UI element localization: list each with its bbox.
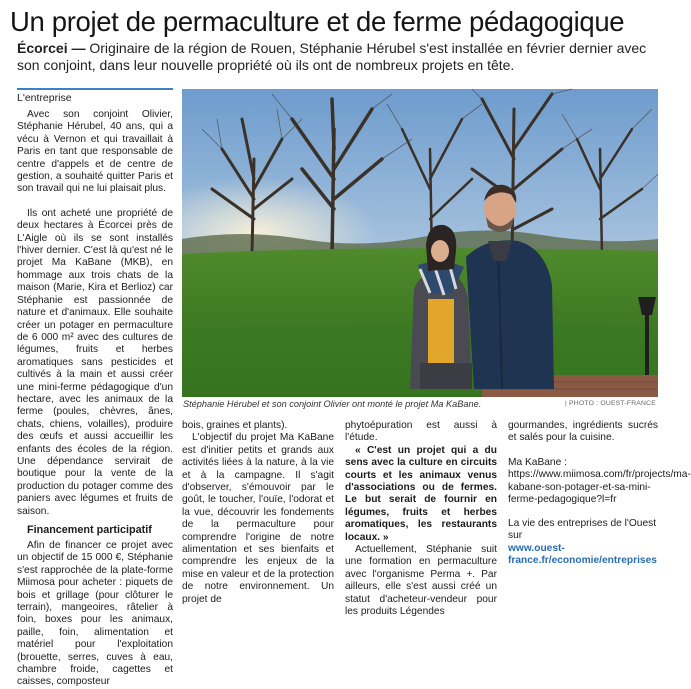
c3-quote: « C'est un projet qui a du sens avec la culture en circuits courts et les animaux venus d'associations ou de fermes. Le but serait de fournir en légumes, fruits et herbes aromatiques, les restaurants locaux. » (345, 444, 497, 543)
left-column (17, 88, 173, 689)
subhead-financement: Financement participatif (27, 524, 152, 536)
miimosa-link[interactable]: https://www.miimosa.com/fr/projects/ma-kabane-son-potager-et-sa-mini-ferme-pedagogique?l=fr (508, 469, 691, 506)
column-4 (508, 420, 691, 506)
article-headline: Un projet de permaculture et de ferme pédagogique (10, 6, 625, 37)
section-label: L'entreprise (17, 92, 72, 104)
c4-paragraph-1: gourmandes, ingrédients sucrés et salés pour la cuisine. (508, 420, 658, 444)
footer-text: La vie des entreprises de l'Ouest sur (508, 518, 657, 542)
ma-kabane-link-paragraph (508, 456, 691, 507)
photo-credit: | PHOTO : OUEST-FRANCE (564, 400, 656, 407)
ouest-france-link[interactable]: www.ouest-france.fr/economie/entreprises (508, 542, 657, 567)
ma-kabane-label: Ma KaBane : (508, 456, 567, 468)
photo-caption: Stéphanie Hérubel et son conjoint Olivier ont monté le projet Ma KaBane. (183, 399, 482, 409)
article-photo (182, 89, 658, 397)
column-2 (182, 420, 334, 606)
column-3 (345, 420, 497, 619)
left-paragraph-2: Ils ont acheté une propriété de deux hectares à Écorcei près de L'Aigle où ils se sont installés l'hiver dernier. C'est là qu'est né le projet Ma KaBane (MKB), en hommage aux trois chats de la maison (Marie, Kira et Berlioz) car Stéphanie est passionnée de nature et d'animaux. Elle souhaite créer un potager en permaculture de 6 000 m² avec des cultures de légumes, fruits et herbes aromatiques sans pesticides et cultivés à la main et aussi créer une mini-ferme pédagogique d'un hectare, avec les animaux de la ferme (poules, chèvres, ânes, chats, chiens, volailles), produire des œufs et aussi accueillir les enfants des écoles de la région. Une dépendance servirait de boutique pour la vente de la production du potager comme des paniers avec légumes et fruits de saison. (17, 207, 173, 517)
c3-paragraph-2: Actuellement, Stéphanie suit une formation en permaculture avec l'organisme Perma +. Par ailleurs, elle s'est aussi créé un statut d'acheteur-vendeur pour les produits Légendes (345, 544, 497, 618)
left-paragraph-1: Avec son conjoint Olivier, Stéphanie Hérubel, 40 ans, qui a vécu à Vernon et qui travaillait à Paris en tant que responsable de centre d'appels et de centre de gestion, a souhaité quitter Paris et son travail qui ne lui plaisait plus. (17, 109, 173, 195)
chapo-location: Écorcei — (17, 40, 86, 56)
c2-paragraph-2: L'objectif du projet Ma KaBane est d'initier petits et grands aux activités liées à la nature, à la vie et à la campagne. Il s'agit d'observer, s'émouvoir par le goût, le toucher, l'ouïe, l'odorat et la vue, découvrir les fondements de la permaculture pour comprendre l'origine de notre alimentation et ses bienfaits et comprendre les enjeux de la mise en valeur et de la protection de notre environnement. Un projet de (182, 432, 334, 605)
left-paragraph-3: Afin de financer ce projet avec un objectif de 15 000 €, Stéphanie s'est rapprochée de la plate-forme Miimosa pour acheter : piquets de bois et grillage (pour clôturer le terrain), mangeoires, râtelier à foin, boxes pour les animaux, paille, foin, alimentation et matériel pour l'exploitation (brouette, serres, cuves à eau, chambre froide, cagettes et caisses, composteur (17, 540, 173, 688)
footer-note (508, 518, 663, 568)
chapo-text: Originaire de la région de Rouen, Stéphanie Hérubel s'est installée en février dernier avec son conjoint, dans leur nouvelle propriété où ils ont de nombreux projets en tête. (17, 40, 647, 73)
section-rule (17, 88, 173, 90)
article-chapo (17, 40, 657, 74)
c2-paragraph-1: bois, graines et plants). (182, 420, 288, 431)
c3-paragraph-1: phytoépuration est aussi à l'étude. (345, 420, 497, 444)
